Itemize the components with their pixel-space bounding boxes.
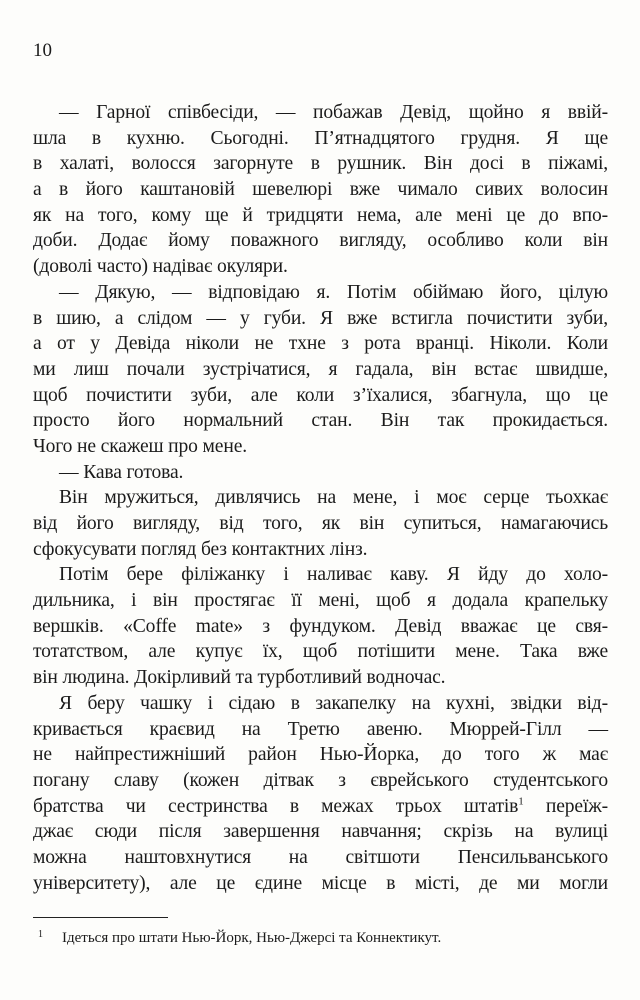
text-line-content: від його вигляду, від того, як він супиться, намагаючись: [33, 513, 608, 534]
text-line-content: доби. Додає йому поважного вигляду, особливо коли він: [33, 230, 608, 252]
text-line: [33, 614, 608, 640]
text-line: [33, 742, 608, 768]
footnote-reference[interactable]: 1: [518, 795, 524, 808]
text-line-content: дильника, і він простягає її мені, щоб я додала крапельку: [33, 590, 608, 612]
text-line: [33, 383, 608, 409]
text-line-content: — Гарної співбесіди, — побажав Девід, щойно я ввій-: [59, 102, 608, 123]
page-number: 10: [33, 40, 52, 61]
text-line-content: він людина. Докірливий та турботливий водночас.: [33, 667, 446, 689]
text-line-content: університету), але це єдине місце в місті, де ми могли: [33, 872, 608, 894]
text-line-content: просто його нормальний стан. Він так прокидається.: [33, 410, 608, 432]
text-line-content: можна наштовхнутися на світшоти Пенсильванського: [33, 846, 608, 868]
text-line: [33, 562, 608, 588]
text-line-content: — Кава готова.: [59, 461, 184, 483]
footnote: [33, 929, 441, 947]
text-line-content: ми лиш почали зустрічатися, я гадала, він встає швидше,: [33, 358, 608, 380]
text-line: [33, 717, 608, 743]
text-line: [33, 819, 608, 845]
text-line: [33, 280, 608, 306]
text-line-content: в шию, а слідом — у губи. Я вже встигла почистити зуби,: [33, 307, 608, 329]
text-line: [33, 665, 608, 691]
text-line-content: щоб почистити зуби, але коли з’їхалися, збагнула, що це: [33, 384, 608, 406]
text-line: [33, 691, 608, 717]
text-line-content: братства чи сестринства в межах трьох штатів: [33, 795, 519, 817]
text-line: [33, 871, 608, 897]
text-line: [33, 254, 608, 280]
text-line-content: Потім бере філіжанку і наливає каву. Я йду до холо-: [59, 564, 608, 586]
footnote-divider: [33, 917, 168, 918]
text-line-content: (доволі часто) надіває окуляри.: [33, 256, 288, 278]
text-line-content: не найпрестижніший район Нью-Йорка, до того ж має: [33, 744, 608, 766]
footnote-text: Ідеться про штати Нью-Йорк, Нью-Джерсі та Коннектикут.: [62, 930, 442, 946]
text-line-content: вершків. «Coffe mate» з фундуком. Девід вважає це свя-: [33, 615, 608, 637]
text-line-content: а от у Девіда ніколи не тхне з рота вранці. Ніколи. Коли: [33, 333, 608, 355]
text-line-content: Чого не скажеш про мене.: [33, 435, 247, 457]
text-line: [33, 768, 608, 794]
text-line-content: шла в кухню. Сьогодні. П’ятнадцятого грудня. Я ще: [33, 127, 608, 149]
body-text: [33, 100, 608, 896]
text-line: [33, 331, 608, 357]
text-line-content: тотатством, але купує їх, щоб потішити мене. Така вже: [33, 641, 608, 663]
text-line: [33, 485, 608, 511]
text-line-content: в халаті, волосся загорнуте в рушник. Він досі в піжамі,: [33, 153, 608, 175]
text-line: [33, 306, 608, 332]
text-line-content: погану славу (кожен дітвак з єврейського студентського: [33, 769, 608, 791]
text-line: [33, 408, 608, 434]
text-line: [33, 228, 608, 254]
footnote-mark: 1: [38, 929, 43, 940]
text-line: [33, 845, 608, 871]
text-line: [33, 203, 608, 229]
text-line: [33, 100, 608, 126]
text-line: [33, 177, 608, 203]
text-line: [33, 537, 608, 563]
text-line: [33, 794, 608, 820]
text-line-content: кривається краєвид на Третю авеню. Мюррей-Гілл —: [33, 718, 608, 740]
text-line: [33, 126, 608, 152]
text-line: [33, 151, 608, 177]
text-line-content: джає сюди після завершення навчання; скрізь на вулиці: [33, 821, 608, 843]
text-line: [33, 460, 608, 486]
text-line-content: Він мружиться, дивлячись на мене, і моє серце тьохкає: [59, 487, 608, 509]
text-line-content: сфокусувати погляд без контактних лінз.: [33, 538, 368, 560]
text-line: [33, 511, 608, 537]
text-line-content: — Дякую, — відповідаю я. Потім обіймаю його, цілую: [59, 281, 608, 303]
text-line-continuation: переїж-: [523, 795, 608, 817]
text-line: [33, 357, 608, 383]
text-line-content: Я беру чашку і сідаю в закапелку на кухні, звідки від-: [59, 692, 608, 714]
text-line-content: а в його каштановій шевелюрі вже чимало сивих волосин: [33, 179, 608, 201]
text-line-content: як на того, кому ще й тридцяти нема, але мені це до впо-: [33, 204, 608, 226]
text-line: [33, 639, 608, 665]
text-line: [33, 588, 608, 614]
text-line: [33, 434, 608, 460]
